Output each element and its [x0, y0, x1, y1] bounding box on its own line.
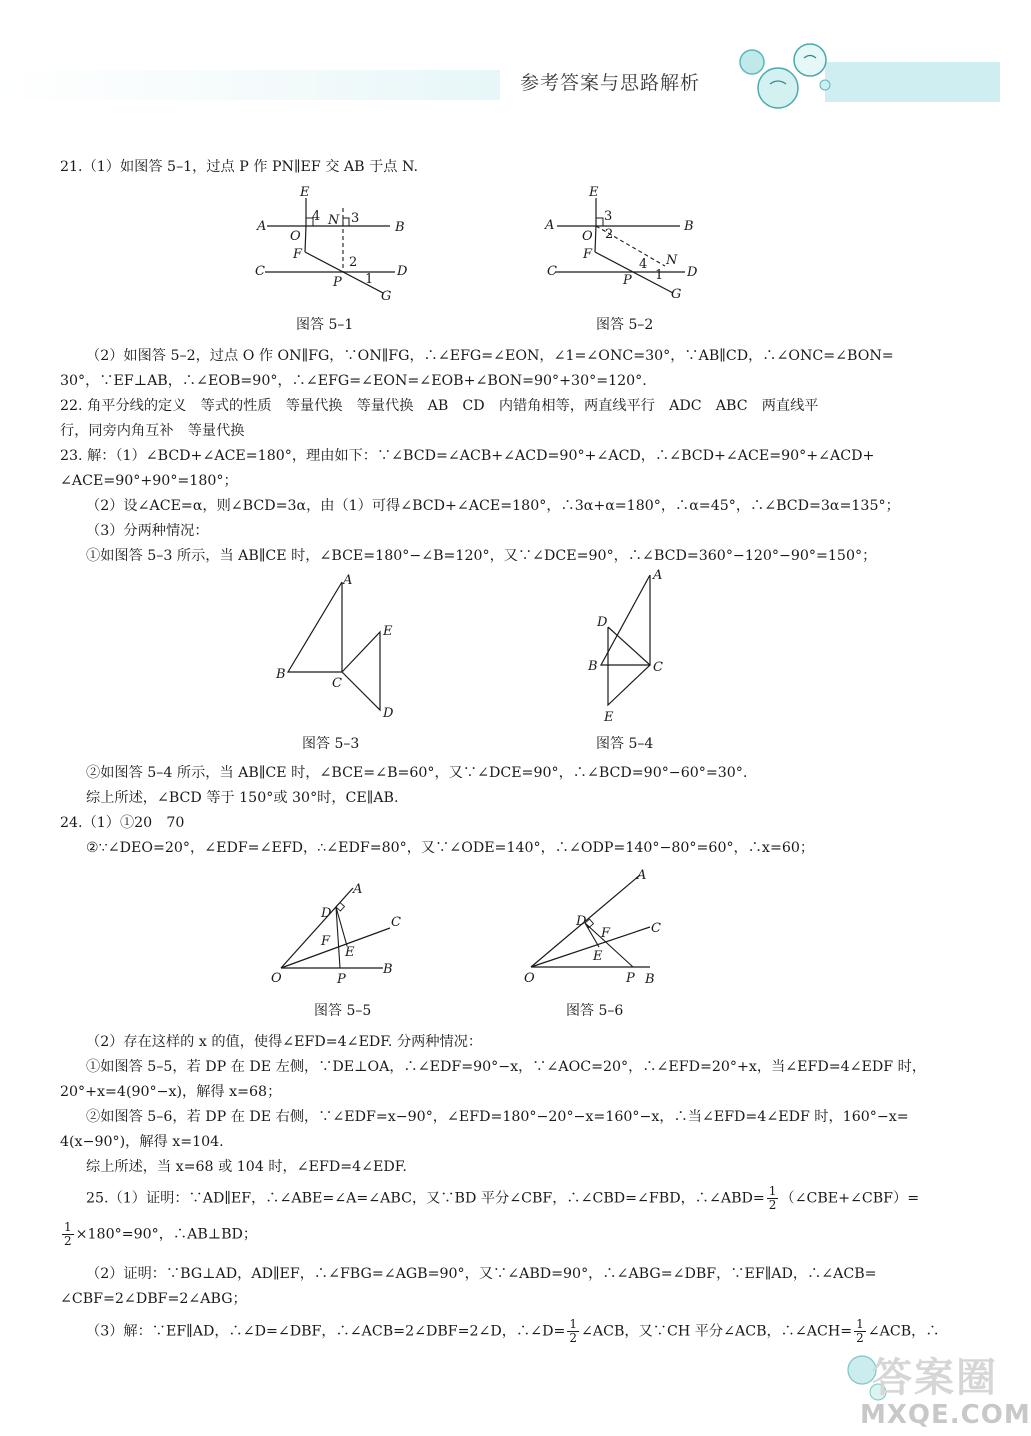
text-line: 21.（1）如图答 5–1，过点 P 作 PN∥EF 交 AB 于点 N. — [60, 159, 419, 175]
label-o: O — [524, 971, 535, 986]
fraction-half: $\frac{1}{2}$ — [856, 1317, 864, 1345]
label-b: B — [588, 659, 598, 674]
label-p: P — [623, 273, 632, 288]
label-p: P — [337, 972, 346, 987]
figure-5-4 — [580, 565, 690, 730]
text-segment: ×180°=90°，∴AB⊥BD； — [75, 1226, 258, 1243]
triangle-abc — [288, 582, 342, 672]
fraction-half: $\frac{1}{2}$ — [768, 1184, 777, 1212]
label-a: A — [257, 219, 267, 234]
text-line: （3）分两种情况： — [86, 523, 209, 539]
label-b: B — [684, 219, 694, 234]
label-o: O — [290, 229, 301, 244]
figure-caption: 图答 5–2 — [596, 317, 654, 333]
label-o: O — [582, 229, 593, 244]
label-a: A — [545, 218, 555, 233]
header-stripe — [0, 70, 500, 100]
text-line: （2）证明：∵BG⊥AD，AD∥EF，∴∠FBG=∠AGB=90°，又∵∠ABD=90°，∴∠ABG=∠DBF，∵EF∥AD，∴∠ACB= — [86, 1266, 877, 1282]
label-3: 3 — [604, 209, 613, 224]
text-segment: （∠CBE+∠CBF）= — [780, 1190, 920, 1207]
fraction-half: $\frac{1}{2}$ — [64, 1220, 72, 1248]
text-line: 30°，∵EF⊥AB，∴∠EOB=90°，∴∠EFG=∠EON=∠EOB+∠BON=90°+30°=120°. — [60, 373, 647, 389]
ray-oc — [281, 928, 390, 968]
label-a: A — [353, 882, 363, 897]
label-e: E — [593, 949, 603, 964]
text-line: 23. 解：（1）∠BCD+∠ACE=180°，理由如下：∵∠BCD=∠ACB+∠ACD=90°+∠ACD，∴∠BCD+∠ACE=90°+∠ACD+ — [60, 448, 875, 464]
label-d: D — [397, 264, 408, 279]
text-line — [86, 1318, 940, 1345]
segment-de — [585, 923, 599, 947]
line-of — [595, 226, 596, 252]
text-segment: （3）解：∵EF∥AD，∴∠D=∠DBF，∴∠ACB=2∠DBF=2∠D，∴∠D= — [86, 1323, 566, 1340]
label-o: O — [271, 971, 282, 986]
label-3: 3 — [351, 211, 360, 226]
label-n: N — [328, 213, 340, 228]
segment-dp — [336, 907, 340, 968]
text-line: ①如图答 5–5，若 DP 在 DE 左侧，∵DE⊥OA，∴∠EDF=90°−x，∵∠AOC=20°，∴∠EFD=20°+x，当∠EFD=4∠EDF 时， — [86, 1059, 927, 1075]
label-4: 4 — [639, 257, 648, 272]
label-c: C — [255, 264, 265, 279]
label-2: 2 — [605, 227, 614, 242]
right-angle-mark — [596, 218, 603, 226]
label-g: G — [671, 287, 682, 302]
text-line: 22. 角平分线的定义 等式的性质 等量代换 等量代换 AB CD 内错角相等，两直线平行 ADC ABC 两直线平 — [60, 398, 819, 414]
text-line: ②∵∠DEO=20°，∠EDF=∠EFD，∴∠EDF=80°，又∵∠ODE=140°，∴∠ODP=140°−80°=60°，∴x=60； — [86, 840, 815, 856]
label-b: B — [395, 220, 405, 235]
right-angle-mark — [343, 218, 349, 226]
label-c: C — [651, 921, 661, 936]
label-f: F — [601, 926, 611, 941]
text-line — [60, 1221, 257, 1248]
label-d: D — [597, 615, 608, 630]
figure-5-3 — [270, 570, 410, 730]
text-line: 综上所述，当 x=68 或 104 时，∠EFD=4∠EDF. — [86, 1159, 407, 1175]
figure-caption: 图答 5–5 — [314, 1003, 372, 1019]
label-e: E — [589, 185, 599, 200]
figure-5-5 — [265, 872, 415, 992]
text-line: （2）存在这样的 x 的值，使得∠EFD=4∠EDF. 分两种情况： — [86, 1034, 483, 1050]
label-f: F — [583, 247, 593, 262]
label-g: G — [381, 289, 392, 304]
text-line: 20°+x=4(90°−x)，解得 x=68； — [60, 1084, 282, 1100]
text-line: ∠ACE=90°+90°=180°； — [60, 473, 238, 489]
label-4: 4 — [312, 209, 321, 224]
line-of — [305, 226, 306, 252]
label-p: P — [626, 971, 635, 986]
text-segment: ∠ACB，又∵CH 平分∠ACB，∴∠ACH= — [580, 1323, 853, 1340]
bubbles-decoration-icon — [730, 40, 840, 120]
label-d: D — [576, 914, 587, 929]
label-c: C — [391, 915, 401, 930]
text-line: 4(x−90°)，解得 x=104. — [60, 1134, 224, 1150]
label-d: D — [383, 706, 394, 721]
text-line: ②如图答 5–6，若 DP 在 DE 右侧，∵∠EDF=x−90°，∠EFD=180°−20°−x=160°−x，∴当∠EFD=4∠EDF 时，160°−x= — [86, 1109, 909, 1125]
figure-caption: 图答 5–3 — [302, 736, 360, 752]
figure-5-6 — [515, 865, 690, 990]
label-1: 1 — [365, 272, 374, 287]
figure-caption: 图答 5–6 — [566, 1003, 624, 1019]
text-segment: ∠ACB，∴ — [867, 1323, 940, 1340]
label-c: C — [547, 264, 557, 279]
text-line: ∠CBF=2∠DBF=2∠ABG； — [60, 1291, 247, 1307]
label-c: C — [332, 676, 342, 691]
text-line: 综上所述，∠BCD 等于 150°或 30°时，CE∥AB. — [86, 790, 399, 806]
label-d: D — [321, 906, 332, 921]
text-line: ①如图答 5–3 所示，当 AB∥CE 时，∠BCE=180°−∠B=120°，又∵∠DCE=90°，∴∠BCD=360°−120°−90°=150°； — [86, 548, 877, 564]
label-b: B — [383, 962, 393, 977]
watermark-cn: 答案圈 — [872, 1355, 998, 1401]
triangle-cde — [608, 627, 650, 705]
label-e: E — [604, 710, 614, 725]
text-line: （2）如图答 5–2，过点 O 作 ON∥FG，∵ON∥FG，∴∠EFG=∠EON，∠1=∠ONC=30°，∵AB∥CD，∴∠ONC=∠BON= — [86, 348, 894, 364]
label-e: E — [300, 185, 310, 200]
text-line: 行，同旁内角互补 等量代换 — [60, 423, 245, 439]
text-line: ②如图答 5–4 所示，当 AB∥CE 时，∠BCE=∠B=60°，又∵∠DCE=90°，∴∠BCD=90°−60°=30°. — [86, 765, 748, 781]
label-n: N — [666, 253, 678, 268]
label-b: B — [645, 972, 655, 987]
label-a: A — [343, 573, 353, 588]
label-c: C — [653, 660, 663, 675]
header-band — [0, 58, 1000, 104]
figure-5-1 — [245, 180, 425, 305]
label-e: E — [345, 945, 355, 960]
text-line — [86, 1185, 919, 1212]
label-a: A — [653, 568, 663, 583]
label-f: F — [321, 934, 331, 949]
text-line: （2）设∠ACE=α，则∠BCD=3α，由（1）可得∠BCD+∠ACE=180°，∴3α+α=180°，∴α=45°，∴∠BCD=3α=135°； — [86, 498, 900, 514]
label-2: 2 — [349, 255, 358, 270]
figure-caption: 图答 5–1 — [296, 317, 354, 333]
label-1: 1 — [655, 268, 664, 283]
text-line: 24.（1）①20 70 — [60, 815, 185, 831]
label-b: B — [276, 667, 286, 682]
header-bar — [825, 62, 1000, 102]
triangle-cde — [342, 632, 380, 710]
figure-5-2 — [535, 180, 715, 305]
page-header-title: 参考答案与思路解析 — [520, 72, 701, 94]
watermark-url: MXQE.COM — [860, 1400, 1031, 1430]
label-f: F — [293, 247, 303, 262]
label-d: D — [687, 265, 698, 280]
figure-caption: 图答 5–4 — [596, 736, 654, 752]
fraction-half: $\frac{1}{2}$ — [569, 1317, 577, 1345]
label-p: P — [333, 275, 342, 290]
label-e: E — [383, 624, 393, 639]
text-segment: 25.（1）证明：∵AD∥EF，∴∠ABE=∠A=∠ABC，又∵BD 平分∠CBF，∴∠CBD=∠FBD，∴∠ABD= — [86, 1190, 765, 1207]
label-a: A — [637, 868, 647, 883]
